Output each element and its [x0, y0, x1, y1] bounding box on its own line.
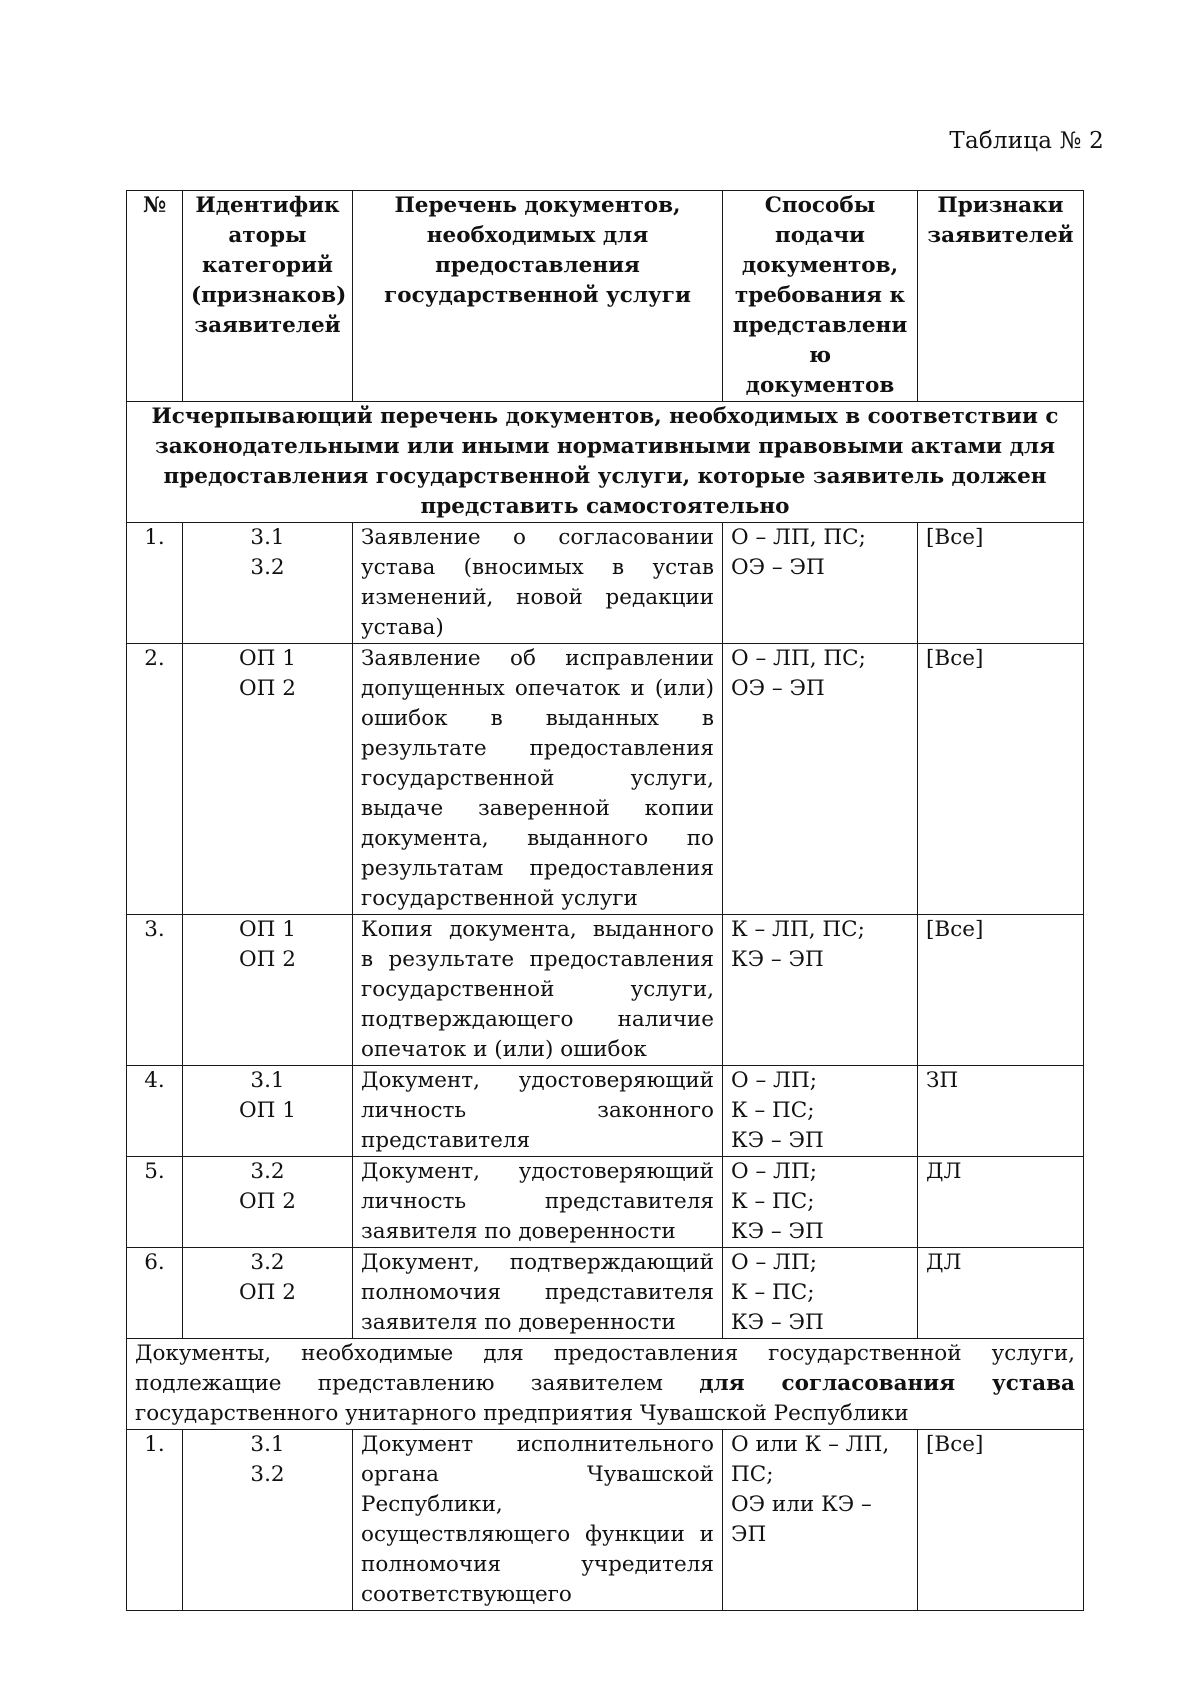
identifier: 3.2 — [250, 1462, 285, 1487]
header-line: необходимых для — [426, 223, 649, 248]
header-signs — [918, 191, 1084, 402]
row-document: Документ, подтверждающий полномочия представителя заявителя по доверенности — [353, 1248, 723, 1339]
identifier: 3.2 — [250, 1250, 285, 1275]
row-identifiers — [183, 1248, 353, 1339]
section-heading: Исчерпывающий перечень документов, необходимых в соответствии с законодательными или иными нормативными правовыми актами для предоставления государственной услуги, которые заявитель должен представить самостоятельно — [127, 402, 1084, 523]
header-line: ю документов — [745, 343, 895, 398]
table-row — [127, 915, 1084, 1066]
row-document: Заявление об исправлении допущенных опечаток и (или) ошибок в выданных в результате предоставления государственной услуги, выдаче заверенной копии документа, выданного по результатам предоставления государственной услуги — [353, 644, 723, 915]
table-row — [127, 1430, 1084, 1611]
header-number: № — [127, 191, 183, 402]
method-line: КЭ – ЭП — [731, 1310, 824, 1335]
row-number: 6. — [127, 1248, 183, 1339]
row-identifiers — [183, 1066, 353, 1157]
header-line: представлени — [732, 313, 908, 338]
header-line: заявителей — [927, 223, 1074, 248]
method-line: ОЭ – ЭП — [731, 676, 825, 701]
method-line: О – ЛП, ПС; — [731, 525, 866, 550]
method-line: О – ЛП; — [731, 1250, 817, 1275]
header-documents — [353, 191, 723, 402]
method-line: КЭ – ЭП — [731, 1219, 824, 1244]
row-signs: [Все] — [918, 915, 1084, 1066]
method-line: К – ПС; — [731, 1280, 815, 1305]
section2-bold: для согласования устава — [699, 1371, 1075, 1396]
row-document: Документ исполнительного органа Чувашской Республики, осуществляющего функции и полномочия учредителя соответствующего — [353, 1430, 723, 1611]
identifier: 3.2 — [250, 555, 285, 580]
header-line: категорий — [202, 253, 333, 278]
row-number: 3. — [127, 915, 183, 1066]
identifier: ОП 1 — [239, 1098, 296, 1123]
row-methods — [723, 523, 918, 644]
table-row — [127, 1248, 1084, 1339]
identifier: ОП 2 — [239, 947, 296, 972]
header-methods — [723, 191, 918, 402]
identifier: ОП 2 — [239, 1189, 296, 1214]
row-methods — [723, 1157, 918, 1248]
header-line: (признаков) — [191, 283, 347, 308]
row-signs: [Все] — [918, 523, 1084, 644]
row-document: Заявление о согласовании устава (вносимых в устав изменений, новой редакции устава) — [353, 523, 723, 644]
row-methods — [723, 1066, 918, 1157]
row-methods — [723, 644, 918, 915]
header-line: Признаки — [937, 193, 1064, 218]
section2-text-end: государственного унитарного предприятия Чувашской Республики — [135, 1401, 909, 1426]
identifier: 3.2 — [250, 1159, 285, 1184]
row-document: Документ, удостоверяющий личность представителя заявителя по доверенности — [353, 1157, 723, 1248]
header-line: Идентифик — [195, 193, 340, 218]
method-line: КЭ – ЭП — [731, 947, 824, 972]
method-line: О – ЛП; — [731, 1159, 817, 1184]
row-methods — [723, 1248, 918, 1339]
header-line: подачи — [774, 223, 866, 248]
table-caption: Таблица № 2 — [949, 128, 1104, 154]
identifier: ОП 1 — [239, 646, 296, 671]
row-signs: ДЛ — [918, 1157, 1084, 1248]
row-number: 1. — [127, 1430, 183, 1611]
method-line: ОЭ или КЭ – — [731, 1492, 872, 1517]
table-row — [127, 644, 1084, 915]
row-document: Копия документа, выданного в результате предоставления государственной услуги, подтверждающего наличие опечаток и (или) ошибок — [353, 915, 723, 1066]
row-signs: [Все] — [918, 1430, 1084, 1611]
table-row — [127, 1066, 1084, 1157]
header-line: заявителей — [194, 313, 341, 338]
identifier: 3.1 — [250, 525, 285, 550]
row-number: 5. — [127, 1157, 183, 1248]
identifier: 3.1 — [250, 1432, 285, 1457]
row-signs: [Все] — [918, 644, 1084, 915]
row-number: 1. — [127, 523, 183, 644]
header-line: государственной услуги — [384, 283, 691, 308]
method-line: ЭП — [731, 1522, 767, 1547]
row-methods — [723, 915, 918, 1066]
row-identifiers — [183, 915, 353, 1066]
header-line: документов, — [741, 253, 899, 278]
row-signs: ЗП — [918, 1066, 1084, 1157]
row-number: 4. — [127, 1066, 183, 1157]
method-line: КЭ – ЭП — [731, 1128, 824, 1153]
method-line: О или К – ЛП, — [731, 1432, 890, 1457]
row-number: 2. — [127, 644, 183, 915]
identifier: ОП 2 — [239, 1280, 296, 1305]
section-heading-row — [127, 402, 1084, 523]
row-identifiers — [183, 1157, 353, 1248]
table-header-row — [127, 191, 1084, 402]
header-line: аторы — [228, 223, 307, 248]
row-identifiers — [183, 1430, 353, 1611]
row-document: Документ, удостоверяющий личность законного представителя — [353, 1066, 723, 1157]
method-line: К – ПС; — [731, 1189, 815, 1214]
row-signs: ДЛ — [918, 1248, 1084, 1339]
method-line: К – ЛП, ПС; — [731, 917, 865, 942]
section2-text: Документы, необходимые для предоставления государственной услуги, подлежащие представлению заявителем — [135, 1341, 1075, 1396]
identifier: ОП 1 — [239, 917, 296, 942]
method-line: ПС; — [731, 1462, 774, 1487]
documents-table — [126, 190, 1084, 1611]
method-line: К – ПС; — [731, 1098, 815, 1123]
method-line: О – ЛП, ПС; — [731, 646, 866, 671]
section-heading-row-2 — [127, 1339, 1084, 1430]
header-identifiers — [183, 191, 353, 402]
method-line: О – ЛП; — [731, 1068, 817, 1093]
identifier: 3.1 — [250, 1068, 285, 1093]
table-row — [127, 1157, 1084, 1248]
row-identifiers — [183, 644, 353, 915]
table-row — [127, 523, 1084, 644]
header-line: Способы — [764, 193, 876, 218]
header-line: Перечень документов, — [394, 193, 681, 218]
header-line: предоставления — [435, 253, 640, 278]
header-line: требования к — [734, 283, 906, 308]
method-line: ОЭ – ЭП — [731, 555, 825, 580]
section-heading-2 — [127, 1339, 1084, 1430]
identifier: ОП 2 — [239, 676, 296, 701]
row-identifiers — [183, 523, 353, 644]
row-methods — [723, 1430, 918, 1611]
